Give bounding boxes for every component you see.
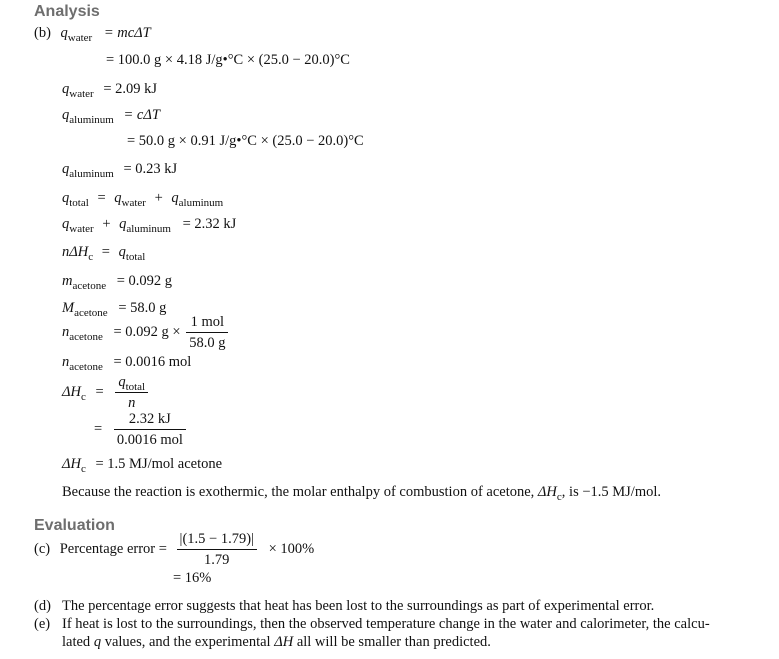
eq-q-water-result: $q_{water} = 2.09$ kJ: [62, 81, 158, 100]
eq-m-acetone: $m_{acetone} = 0.092$ g: [62, 273, 173, 292]
eq-q-aluminum-result: $q_{aluminum} = 0.23$ kJ: [62, 161, 178, 180]
evaluation-heading: Evaluation: [34, 517, 115, 534]
eq-delta-h-def: $\Delta H_c$ = $\frac{q_{total}}{n}$: [62, 373, 150, 412]
eq-percentage-error-result: = 16%: [173, 570, 212, 586]
eq-q-total-result: $q_{water} + q_{aluminum} = 2.32$ kJ: [62, 216, 237, 235]
eq-n-acetone-calc: $n_{acetone} = 0.092$ g × $\frac{\text{1 mol}}{58.0 g}$: [62, 313, 230, 352]
fraction-percentage-error: $\frac{|(1.5 - 1.79)|}{1.79}$: [177, 530, 257, 569]
fraction-kj-over-mol: $\frac{2.32 kJ}{\text{0.0016 mol}}$: [114, 410, 186, 449]
list-item-e: (e) If heat is lost to the surroundings, then the observed temperature change in the water and calorimeter, the calcu-: [34, 616, 710, 632]
analysis-heading: Analysis: [34, 3, 100, 20]
eq-q-water-def: (b) $q_{water} = mc\Delta T$: [34, 25, 151, 44]
list-item-d: (d) The percentage error suggests that heat has been lost to the surroundings as part of experimental error.: [34, 598, 655, 614]
eq-n-acetone-result: $n_{acetone} = 0.0016$ mol: [62, 354, 192, 373]
evaluation-list: [34, 597, 774, 651]
eq-q-water-calc: = 100.0 g × 4.18 J/g•°C × (25.0 − 20.0)°C: [106, 52, 350, 68]
fraction-mol-per-gram: $\frac{\text{1 mol}}{58.0 g}$: [186, 313, 228, 352]
eq-delta-h-calc: = $\frac{2.32 kJ}{\text{0.0016 mol}}$: [94, 410, 188, 449]
label-b: (b): [34, 25, 51, 41]
eq-n-delta-h: $n\Delta H_c = q_{total}$: [62, 244, 146, 263]
conclusion-text: Because the reaction is exothermic, the molar enthalpy of combustion of acetone, $\Delta H_c$, is −1.5 MJ/mol.: [62, 484, 662, 503]
fraction-q-over-n: $\frac{q_{total}}{n}$: [115, 373, 148, 412]
list-item-e-continued: lated q values, and the experimental ΔH all will be smaller than predicted.: [62, 634, 491, 650]
label-c: (c): [34, 540, 51, 557]
eq-percentage-error: (c) Percentage error = $\frac{|(1.5 - 1.79)|}{1.79}$ × 100%: [34, 531, 315, 568]
eq-q-aluminum-calc: = 50.0 g × 0.91 J/g•°C × (25.0 − 20.0)°C: [127, 133, 364, 149]
eq-molar-mass-acetone: $M_{acetone} = 58.0$ g: [62, 300, 167, 319]
eq-q-aluminum-def: $q_{aluminum} = c\Delta T$: [62, 107, 160, 126]
eq-delta-h-result: $\Delta H_c = 1.5$ MJ/mol acetone: [62, 456, 223, 475]
eq-q-total-def: $q_{total} = q_{water} + q_{aluminum}$: [62, 190, 224, 209]
